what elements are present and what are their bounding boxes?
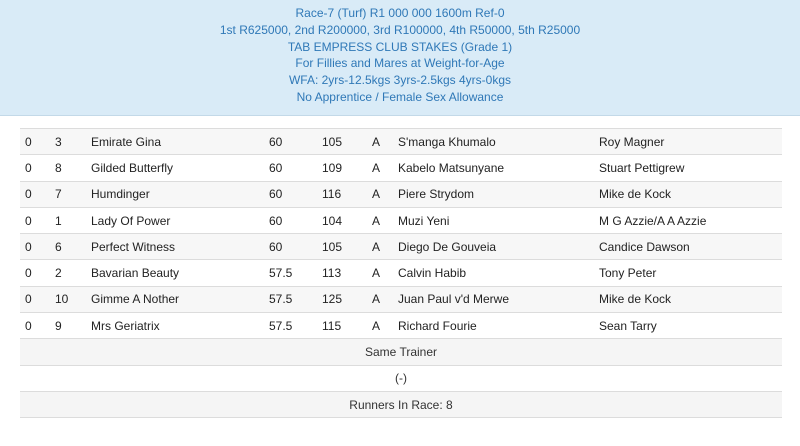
draw-cell: 0 (20, 234, 55, 260)
horse-cell: Emirate Gina (91, 129, 269, 155)
horse-cell: Bavarian Beauty (91, 260, 269, 286)
class-cell: A (372, 286, 398, 312)
class-cell: A (372, 181, 398, 207)
trainer-cell: Tony Peter (599, 260, 782, 286)
same-trainer-value-row (20, 365, 782, 391)
draw-cell: 0 (20, 313, 55, 339)
number-cell: 2 (55, 260, 91, 286)
horse-cell: Perfect Witness (91, 234, 269, 260)
table-row (20, 260, 782, 286)
race-header (0, 0, 800, 116)
horse-cell: Mrs Geriatrix (91, 313, 269, 339)
race-name: TAB EMPRESS CLUB STAKES (Grade 1) (287, 39, 513, 54)
race-title: Race-7 (Turf) R1 000 000 1600m Ref-0 (295, 6, 505, 20)
class-cell: A (372, 260, 398, 286)
weight-cell: 60 (269, 129, 322, 155)
horse-cell: Lady Of Power (91, 207, 269, 233)
class-cell: A (372, 313, 398, 339)
jockey-cell: Muzi Yeni (398, 207, 599, 233)
table-row (20, 286, 782, 312)
draw-cell: 0 (20, 181, 55, 207)
rating-cell: 125 (322, 286, 372, 312)
trainer-cell: M G Azzie/A A Azzie (599, 207, 782, 233)
class-cell: A (372, 207, 398, 233)
runners-table (20, 128, 782, 418)
trainer-cell: Roy Magner (599, 129, 782, 155)
weight-cell: 60 (269, 207, 322, 233)
race-conditions: For Fillies and Mares at Weight-for-Age (295, 56, 505, 71)
number-cell: 1 (55, 207, 91, 233)
weight-cell: 60 (269, 155, 322, 181)
trainer-cell: Stuart Pettigrew (599, 155, 782, 181)
same-trainer-value: (-) (20, 365, 782, 391)
jockey-cell: Calvin Habib (398, 260, 599, 286)
runners-count: Runners In Race: 8 (20, 391, 782, 417)
number-cell: 10 (55, 286, 91, 312)
jockey-cell: Piere Strydom (398, 181, 599, 207)
number-cell: 3 (55, 129, 91, 155)
draw-cell: 0 (20, 286, 55, 312)
table-row (20, 234, 782, 260)
jockey-cell: Kabelo Matsunyane (398, 155, 599, 181)
rating-cell: 113 (322, 260, 372, 286)
weight-cell: 57.5 (269, 260, 322, 286)
class-cell: A (372, 234, 398, 260)
rating-cell: 109 (322, 155, 372, 181)
weight-cell: 60 (269, 181, 322, 207)
table-row (20, 181, 782, 207)
jockey-cell: Juan Paul v'd Merwe (398, 286, 599, 312)
draw-cell: 0 (20, 260, 55, 286)
table-row (20, 155, 782, 181)
race-allowance: No Apprentice / Female Sex Allowance (296, 89, 504, 104)
class-cell: A (372, 155, 398, 181)
trainer-cell: Mike de Kock (599, 286, 782, 312)
rating-cell: 105 (322, 129, 372, 155)
runners-count-row (20, 391, 782, 417)
jockey-cell: S'manga Khumalo (398, 129, 599, 155)
draw-cell: 0 (20, 207, 55, 233)
trainer-cell: Candice Dawson (599, 234, 782, 260)
table-row (20, 129, 782, 155)
class-cell: A (372, 129, 398, 155)
trainer-cell: Sean Tarry (599, 313, 782, 339)
table-row (20, 313, 782, 339)
horse-cell: Gilded Butterfly (91, 155, 269, 181)
table-row (20, 207, 782, 233)
draw-cell: 0 (20, 129, 55, 155)
race-prizes: 1st R625000, 2nd R200000, 3rd R100000, 4th R50000, 5th R25000 (219, 22, 581, 37)
number-cell: 7 (55, 181, 91, 207)
number-cell: 6 (55, 234, 91, 260)
number-cell: 8 (55, 155, 91, 181)
rating-cell: 116 (322, 181, 372, 207)
weight-cell: 57.5 (269, 313, 322, 339)
rating-cell: 104 (322, 207, 372, 233)
same-trainer-row (20, 339, 782, 365)
draw-cell: 0 (20, 155, 55, 181)
trainer-cell: Mike de Kock (599, 181, 782, 207)
horse-cell: Gimme A Nother (91, 286, 269, 312)
jockey-cell: Diego De Gouveia (398, 234, 599, 260)
number-cell: 9 (55, 313, 91, 339)
horse-cell: Humdinger (91, 181, 269, 207)
jockey-cell: Richard Fourie (398, 313, 599, 339)
weight-cell: 57.5 (269, 286, 322, 312)
rating-cell: 115 (322, 313, 372, 339)
weight-cell: 60 (269, 234, 322, 260)
rating-cell: 105 (322, 234, 372, 260)
same-trainer-label: Same Trainer (20, 339, 782, 365)
race-wfa: WFA: 2yrs-12.5kgs 3yrs-2.5kgs 4yrs-0kgs (288, 73, 512, 88)
